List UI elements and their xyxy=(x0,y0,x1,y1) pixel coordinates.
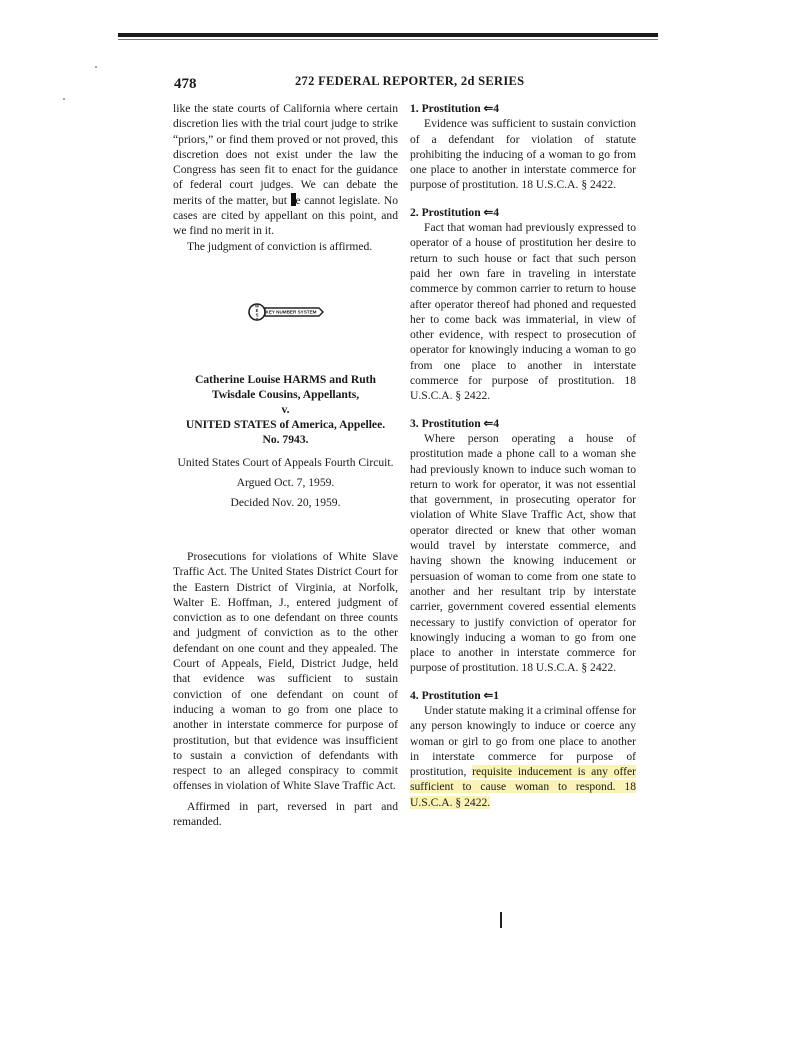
headnote-title: 2. Prostitution ⇐4 xyxy=(410,205,500,219)
headnote-text: Evidence was sufficient to sustain conviction of a defendant for violation of statute prohibiting the inducing of a woman to go from one place to another in interstate commerce for purpose of prostitution. 18 U.S.C.A. § 2422. xyxy=(410,117,636,192)
syllabus-text: Prosecutions for violations of White Slave Traffic Act. The United States District Court for the Eastern District of Virginia, at Norfolk, Walter E. Hoffman, J., entered judgment of conviction as to one defendant on three counts and judgment of conviction as to the other defendant on one count and they appealed. The Court of Appeals, Field, District Judge, held that evidence was sufficient to sustain conviction of one defendant on count of inducing a woman to go from one place to another in interstate commerce for purpose of prostitution, but that evidence was insufficient to sustain a conviction of defendants with respect to an alleged conspiracy to commit offenses in violation of White Slave Traffic Act. xyxy=(173,550,398,793)
case-caption xyxy=(173,372,398,510)
key-logo-text: KEY NUMBER SYSTEM xyxy=(265,309,317,315)
running-head: 272 FEDERAL REPORTER, 2d SERIES xyxy=(295,74,525,88)
headnote-text-plain: Under statute making it a criminal offense for any person knowingly to induce or coerce any woman or girl to go from one place to another in interstate commerce for purpose of prostitution, xyxy=(410,703,636,779)
headnote-1 xyxy=(410,101,636,193)
key-logo-letter: S xyxy=(255,312,259,318)
judgment-line: The judgment of conviction is affirmed. xyxy=(187,239,373,253)
left-column-opinion xyxy=(173,101,398,254)
scan-speck xyxy=(95,66,97,68)
key-number-logo xyxy=(247,298,327,326)
opinion-text-part1: like the state courts of California where certain discretion lies with the trial court judge to strike “priors,” or find them proved or not proved, this discretion does not exist under the law the Congress has seen fit to enact for the guidance of federal court judges. We can debate the merits of the matter, but xyxy=(173,102,398,207)
page-number: 478 xyxy=(174,76,197,92)
key-logo-letter: W xyxy=(255,303,259,309)
appellants-line: Catherine Louise HARMS and Ruth Twisdale Cousins, Appellants, xyxy=(194,373,376,401)
key-logo-letter: T xyxy=(255,317,259,322)
syllabus xyxy=(173,549,398,829)
headnote-3 xyxy=(410,416,636,676)
scan-speck xyxy=(63,98,65,100)
headnote-text: Where person operating a house of prostitution made a phone call to a woman she had previously known to induce such woman to return to work for operator, it was not essential that government, in prosecuting operator for violation of White Slave Traffic Act, show that operator directed or knew that other woman would travel by interstate commerce, and having shown the knowing inducement or persuasion of woman to come from one state to another and her resultant trip by interstate carrier, government covered essential elements necessary to justify conviction of operator for knowingly inducing a woman to go from one place to another in interstate commerce for purpose of prostitution. 18 U.S.C.A. § 2422. xyxy=(410,431,636,675)
headnote-title: 4. Prostitution ⇐1 xyxy=(410,688,500,702)
headnote-4 xyxy=(410,688,636,810)
top-rule xyxy=(118,33,658,37)
decided-date: Decided Nov. 20, 1959. xyxy=(230,496,341,509)
opinion-text-part2: e cannot legislate. No cases are cited by appellant on this point, and we find no merit in it. xyxy=(173,193,398,238)
headnotes-column xyxy=(410,101,636,822)
court-name: United States Court of Appeals Fourth Circuit. xyxy=(177,456,394,469)
headnote-2 xyxy=(410,205,636,404)
top-rule-thin xyxy=(118,39,658,40)
docket-number: No. 7943. xyxy=(262,433,309,446)
disposition: Affirmed in part, reversed in part and remanded. xyxy=(173,799,398,829)
highlighted-passage: requisite inducement is any offer sufficient to cause woman to respond. 18 U.S.C.A. § 2422. xyxy=(410,765,637,809)
margin-mark xyxy=(500,912,502,928)
key-logo-letter: E xyxy=(255,308,259,313)
opinion-paragraph xyxy=(173,101,398,239)
headnote-title: 1. Prostitution ⇐4 xyxy=(410,102,500,115)
versus: v. xyxy=(281,403,290,416)
headnote-title: 3. Prostitution ⇐4 xyxy=(410,416,500,430)
headnote-text: Fact that woman had previously expressed to operator of a house of prostitution her desire to return to such house or fact that such person paid her own fare in traveling in interstate commerce by common carrier to return to house after operator thereof had phoned and requested her to come back was immaterial, in view of other evidence, with respect to prosecution of operator for knowingly inducing a woman to go from one place to another in interstate commerce for purpose of prostitution. 18 U.S.C.A. § 2422. xyxy=(410,221,636,403)
appellee-line: UNITED STATES of America, Appellee. xyxy=(185,418,386,431)
argued-date: Argued Oct. 7, 1959. xyxy=(236,476,335,489)
headnote-text xyxy=(410,703,636,810)
